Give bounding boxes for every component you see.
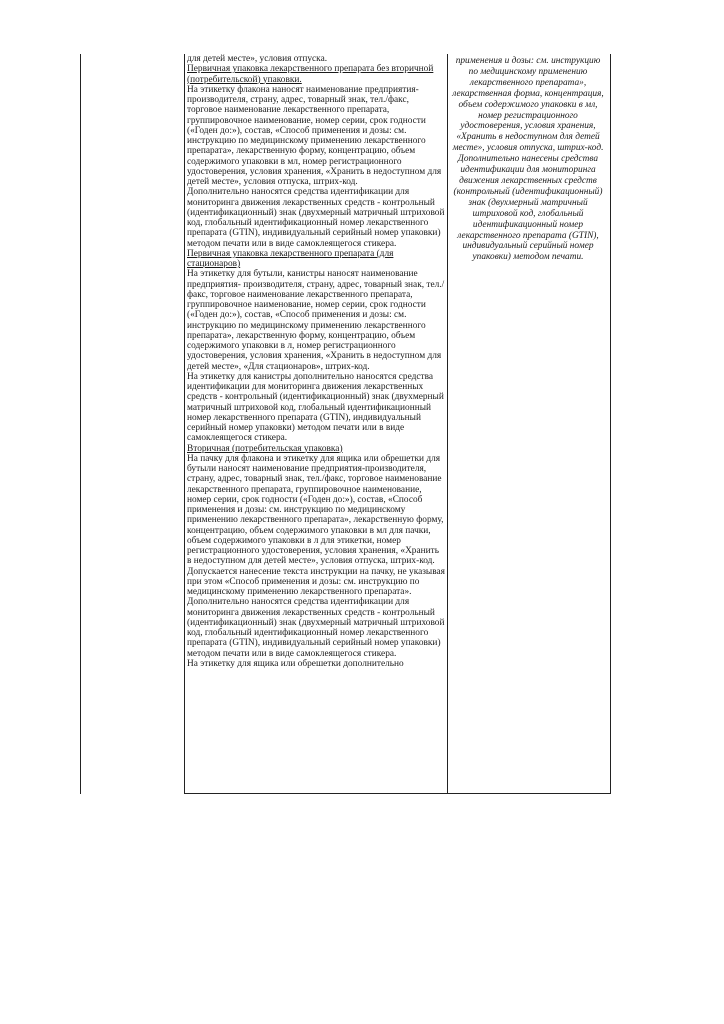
paragraph: На этикетку флакона наносят наименование предприятия-производителя, страну, адрес, товарный знак, тел./факс, торговое наименование лекарственного препарата, группировочное наименование, номер серии, срок годности («Годен до:»), состав, «Способ применения и дозы: см. инструкцию по медицинскому применению лекарственного препарата», лекарственную форму, концентрацию, объем содержимого упаковки в мл, номер регистрационного удостоверения, условия хранения, «Хранить в недоступном для детей месте», условия отпуска, штрих-код. bbox=[187, 84, 442, 187]
paragraph: На этикетку для ящика или обрешетки дополнительно bbox=[187, 658, 404, 669]
table-left-border bbox=[184, 54, 185, 794]
table-right-border bbox=[610, 54, 611, 794]
paragraph: Дополнительно нанесены средства идентификации для мониторинга движения лекарственных средств (контрольный (идентификационный) знак (двухмерный матричный штриховой код, глобальный идентификационный номер лекарственного препарата (GTIN), индивидуальный серийный номер упаковки) методом печати. bbox=[453, 154, 603, 263]
section-heading: Вторичная (потребительская упаковка) bbox=[187, 443, 343, 454]
section-heading: Первичная упаковка лекарственного препарата (для стационаров) bbox=[187, 248, 394, 269]
right-column-cell bbox=[450, 56, 606, 356]
section-heading: Первичная упаковка лекарственного препарата без вторичной (потребительской) упаковки. bbox=[187, 64, 434, 85]
page-left-rule bbox=[80, 54, 81, 794]
paragraph: На пачку для флакона и этикетку для ящика или обрешетки для бутыли наносят наименование предприятия-производителя, страну, адрес, товарный знак, тел./факс, торговое наименование лекарственного препарата, группировочное наименование, номер серии, срок годности («Годен до:»), состав, «Способ применения и дозы: см. инструкцию по медицинскому применению лекарственного препарата», лекарственную форму, концентрацию, объем содержимого упаковки в мл для пачки, объем содержимого упаковки в л для этикетки, номер регистрационного удостоверения, условия хранения, «Хранить в недоступном для детей месте», условия отпуска, штрих-код. bbox=[187, 453, 444, 567]
paragraph: Допускается нанесение текста инструкции на пачку, не указывая при этом «Способ применения и дозы: см. инструкцию по медицинскому применению лекарственного препарата». bbox=[187, 566, 445, 597]
paragraph: Дополнительно наносятся средства идентификации для мониторинга движения лекарственных средств - контрольный (идентификационный) знак (двухмерный матричный штриховой код, глобальный идентификационный номер лекарственного препарата (GTIN), индивидуальный серийный номер упаковки) методом печати или в виде самоклеящегося стикера. bbox=[187, 187, 445, 249]
paragraph: для детей месте», условия отпуска. bbox=[187, 54, 328, 64]
paragraph: На этикетку для бутыли, канистры наносят наименование предприятия- производителя, страну, адрес, товарный знак, тел./факс, торговое наименование лекарственного препарата, группировочное наименование, номер серии, срок годности («Годен до:»), состав, «Способ применения и дозы: см. инструкцию по медицинскому применению лекарственного препарата», лекарственную форму, концентрацию, объем содержимого упаковки в л, номер регистрационного удостоверения, условия хранения, «Хранить в недоступном для детей месте», «Для стационаров», штрих-код. bbox=[187, 269, 445, 372]
paragraph: применения и дозы: см. инструкцию по медицинскому применению лекарственного препарата», лекарственная форма, концентрация, объем содержимого упаковки в мл, номер регистрационного удостоверения, условия хранения, «Хранить в недоступном для детей месте», условия отпуска, штрих-код. bbox=[452, 56, 604, 154]
paragraph: На этикетку для канистры дополнительно наносятся средства идентификации для мониторинга движения лекарственных средств - контрольный (идентификационный) знак (двухмерный матричный штриховой код, глобальный идентификационный номер лекарственного препарата (GTIN), индивидуальный серийный номер упаковки) методом печати или в виде самоклеящегося стикера. bbox=[187, 371, 444, 444]
left-column-cell bbox=[187, 54, 445, 794]
table-column-divider bbox=[447, 54, 448, 794]
paragraph: Дополнительно наносятся средства идентификации для мониторинга движения лекарственных средств - контрольный (идентификационный) знак (двухмерный матричный штриховой код, глобальный идентификационный номер лекарственного препарата (GTIN), индивидуальный серийный номер упаковки) методом печати или в виде самоклеящегося стикера. bbox=[187, 597, 445, 659]
